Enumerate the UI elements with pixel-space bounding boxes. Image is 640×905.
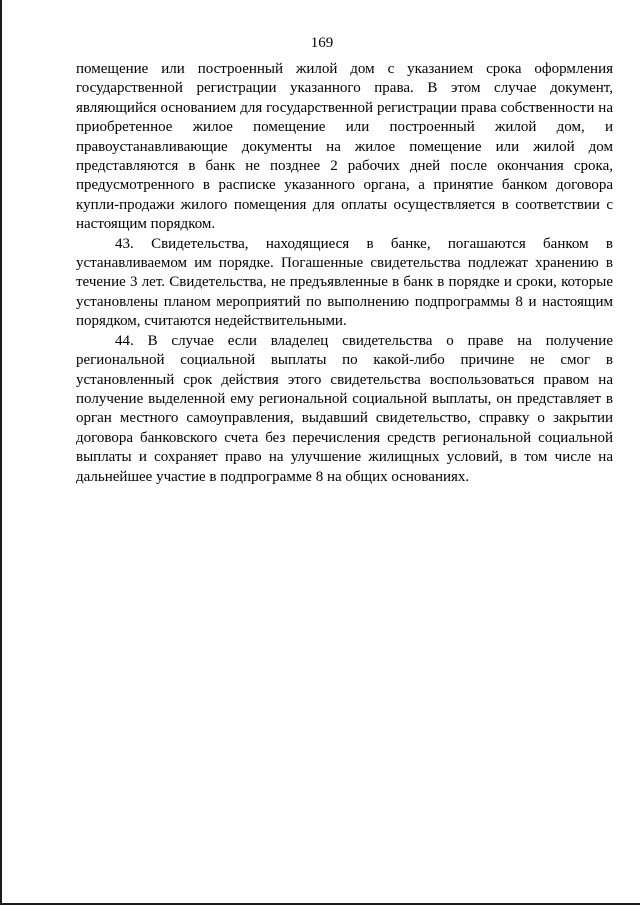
paragraph-44: 44. В случае если владелец свидетельства о праве на получение региональной социальной выплаты по какой-либо причине не смог в установленный срок действия этого свидетельства воспользоваться правом на получение выделенной ему региональной социальной выплаты, он представляет в орган местного самоуправления, выдавший свидетельство, справку о закрытии договора банковского счета без перечисления средств региональной социальной выплаты и сохраняет право на улучшение жилищных условий, в том числе на дальнейшее участие в подпрограмме 8 на общих основаниях.: [76, 332, 613, 485]
paragraph-43: 43. Свидетельства, находящиеся в банке, погашаются банком в устанавливаемом им порядке. Погашенные свидетельства подлежат хранению в течение 3 лет. Свидетельства, не предъявленные в банк в порядке и сроки, которые установлены планом мероприятий по выполнению подпрограммы 8 и настоящим порядком, считаются недействительными.: [76, 235, 613, 330]
paragraph-continuation: помещение или построенный жилой дом с указанием срока оформления государственной регистрации указанного права. В этом случае документ, являющийся основанием для государственной регистрации права собственности на приобретенное жилое помещение или построенный жилой дом, и правоустанавливающие документы на жилое помещение или жилой дом представляются в банк не позднее 2 рабочих дней после окончания срока, предусмотренного в расписке указанного органа, а принятие банком договора купли-продажи жилого помещения для оплаты осуществляется в соответствии с настоящим порядком.: [76, 61, 613, 233]
page-number: 169: [310, 35, 334, 51]
document-body: [76, 60, 613, 487]
